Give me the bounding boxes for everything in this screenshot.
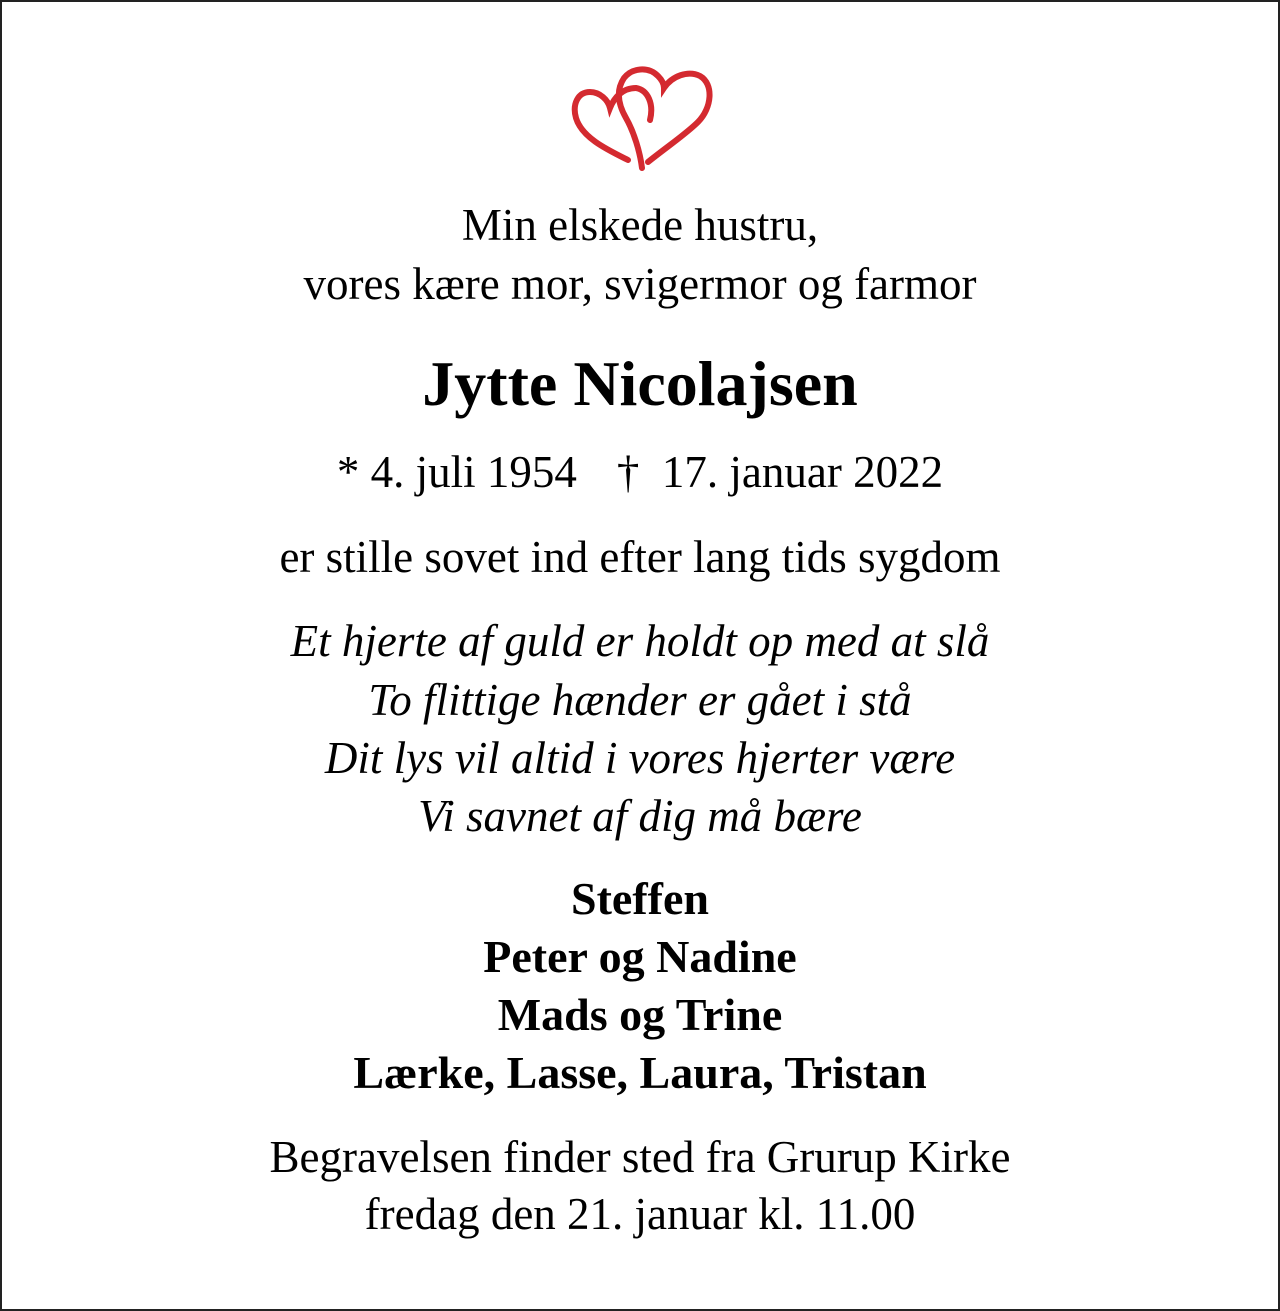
two-hearts-icon [568, 60, 718, 172]
family-line-2: Peter og Nadine [483, 931, 797, 982]
verse-line-4: Vi savnet af dig må bære [418, 791, 862, 841]
family-line-4: Lærke, Lasse, Laura, Tristan [353, 1047, 927, 1098]
intro-line-2: vores kære mor, svigermor og farmor [303, 259, 977, 309]
intro-line-1: Min elskede hustru, [461, 200, 819, 250]
deceased-name: Jytte Nicolajsen [422, 348, 858, 419]
life-dates [0, 447, 1280, 497]
cross-icon: † [616, 447, 640, 497]
verse-line-2: To flittige hænder er gået i stå [368, 675, 912, 725]
funeral-line-2: fredag den 21. januar kl. 11.00 [364, 1189, 916, 1239]
verse-line-1: Et hjerte af guld er holdt op med at slå [290, 616, 990, 666]
birth-date: * 4. juli 1954 [336, 447, 577, 497]
death-date: 17. januar 2022 [661, 447, 944, 497]
family-line-3: Mads og Trine [497, 989, 783, 1040]
funeral-line-1: Begravelsen finder sted fra Grurup Kirke [269, 1132, 1011, 1182]
family-line-1: Steffen [571, 873, 709, 924]
statement: er stille sovet ind efter lang tids sygdom [279, 532, 1001, 582]
verse-line-3: Dit lys vil altid i vores hjerter være [324, 733, 956, 783]
